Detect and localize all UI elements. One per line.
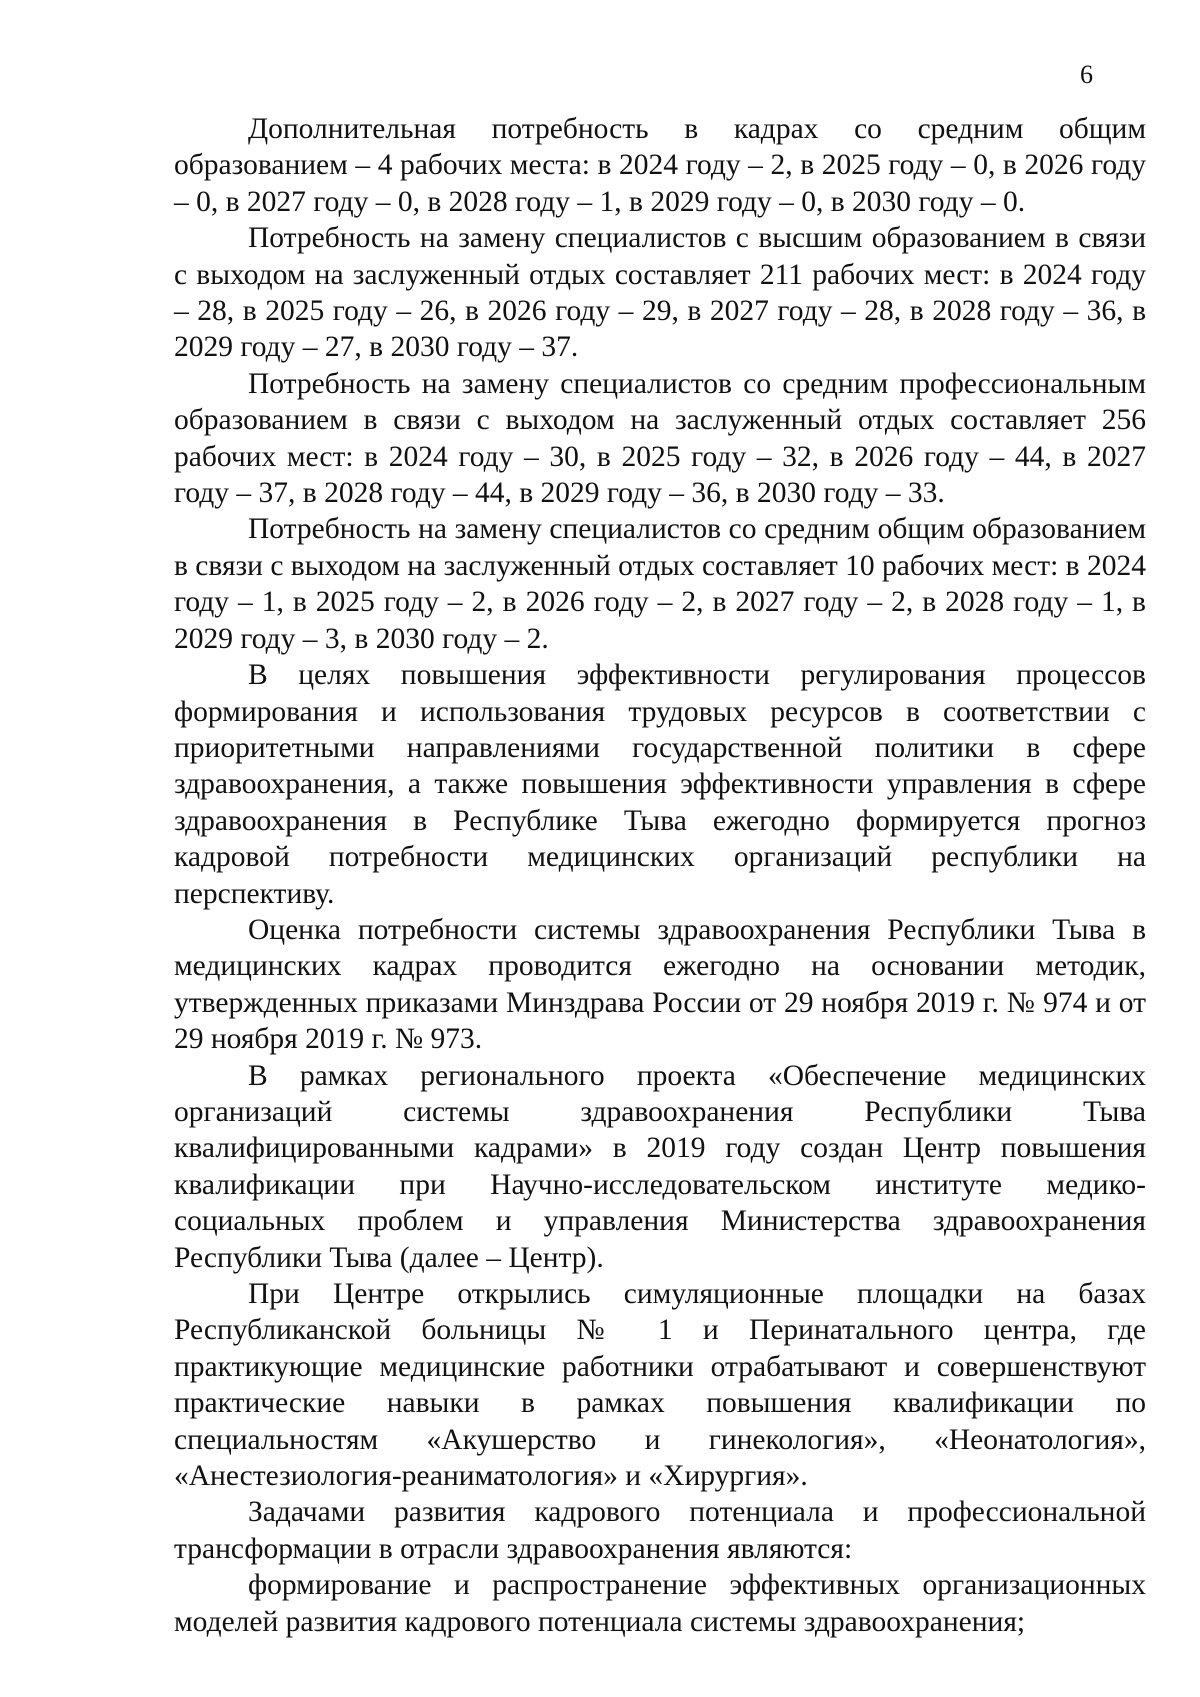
paragraph: В рамках регионального проекта «Обеспечение медицинских организаций системы здравоохранения Республики Тыва квалифицированными кадрами» в 2019 году создан Центр повышения квалификации при Научно-исследовательском институте медико-социальных проблем и управления Министерства здравоохранения Республики Тыва (далее – Центр). [174,1059,1146,1274]
document-body [174,111,1146,1640]
paragraph: Потребность на замену специалистов со средним профессиональным образованием в связи с выходом на заслуженный отдых составляет 256 рабочих мест: в 2024 году – 30, в 2025 году – 32, в 2026 году – 44, в 2027 году – 37, в 2028 году – 44, в 2029 году – 36, в 2030 году – 33. [174,367,1146,510]
page-number: 6 [1080,60,1093,89]
paragraph: Задачами развития кадрового потенциала и профессиональной трансформации в отрасли здравоохранения являются: [174,1496,1146,1565]
paragraph: При Центре открылись симуляционные площадки на базах Республиканской больницы № 1 и Перинатального центра, где практикующие медицинские работники отрабатывают и совершенствуют практические навыки в рамках повышения квалификации по специальностям «Акушерство и гинекология», «Неонатология», «Анестезиология-реаниматология» и «Хирургия». [174,1278,1146,1493]
paragraph: Потребность на замену специалистов с высшим образованием в связи с выходом на заслуженный отдых составляет 211 рабочих мест: в 2024 году – 28, в 2025 году – 26, в 2026 году – 29, в 2027 году – 28, в 2028 году – 36, в 2029 году – 27, в 2030 году – 37. [174,222,1146,364]
paragraph: Дополнительная потребность в кадрах со средним общим образованием – 4 рабочих места: в 2024 году – 2, в 2025 году – 0, в 2026 году – 0, в 2027 году – 0, в 2028 году – 1, в 2029 году – 0, в 2030 году – 0. [174,113,1146,218]
paragraph: Оценка потребности системы здравоохранения Республики Тыва в медицинских кадрах проводится ежегодно на основании методик, утвержденных приказами Минздрава России от 29 ноября 2019 г. № 974 и от 29 ноября 2019 г. № 973. [174,913,1146,1056]
paragraph: В целях повышения эффективности регулирования процессов формирования и использования трудовых ресурсов в соответствии с приоритетными направлениями государственной политики в сфере здравоохранения, а также повышения эффективности управления в сфере здравоохранения в Республике Тыва ежегодно формируется прогноз кадровой потребности медицинских организаций республики на перспективу. [174,659,1146,910]
paragraph: формирование и распространение эффективных организационных моделей развития кадрового потенциала системы здравоохранения; [174,1569,1146,1638]
paragraph: Потребность на замену специалистов со средним общим образованием в связи с выходом на заслуженный отдых составляет 10 рабочих мест: в 2024 году – 1, в 2025 году – 2, в 2026 году – 2, в 2027 году – 2, в 2028 году – 1, в 2029 году – 3, в 2030 году – 2. [174,513,1146,655]
